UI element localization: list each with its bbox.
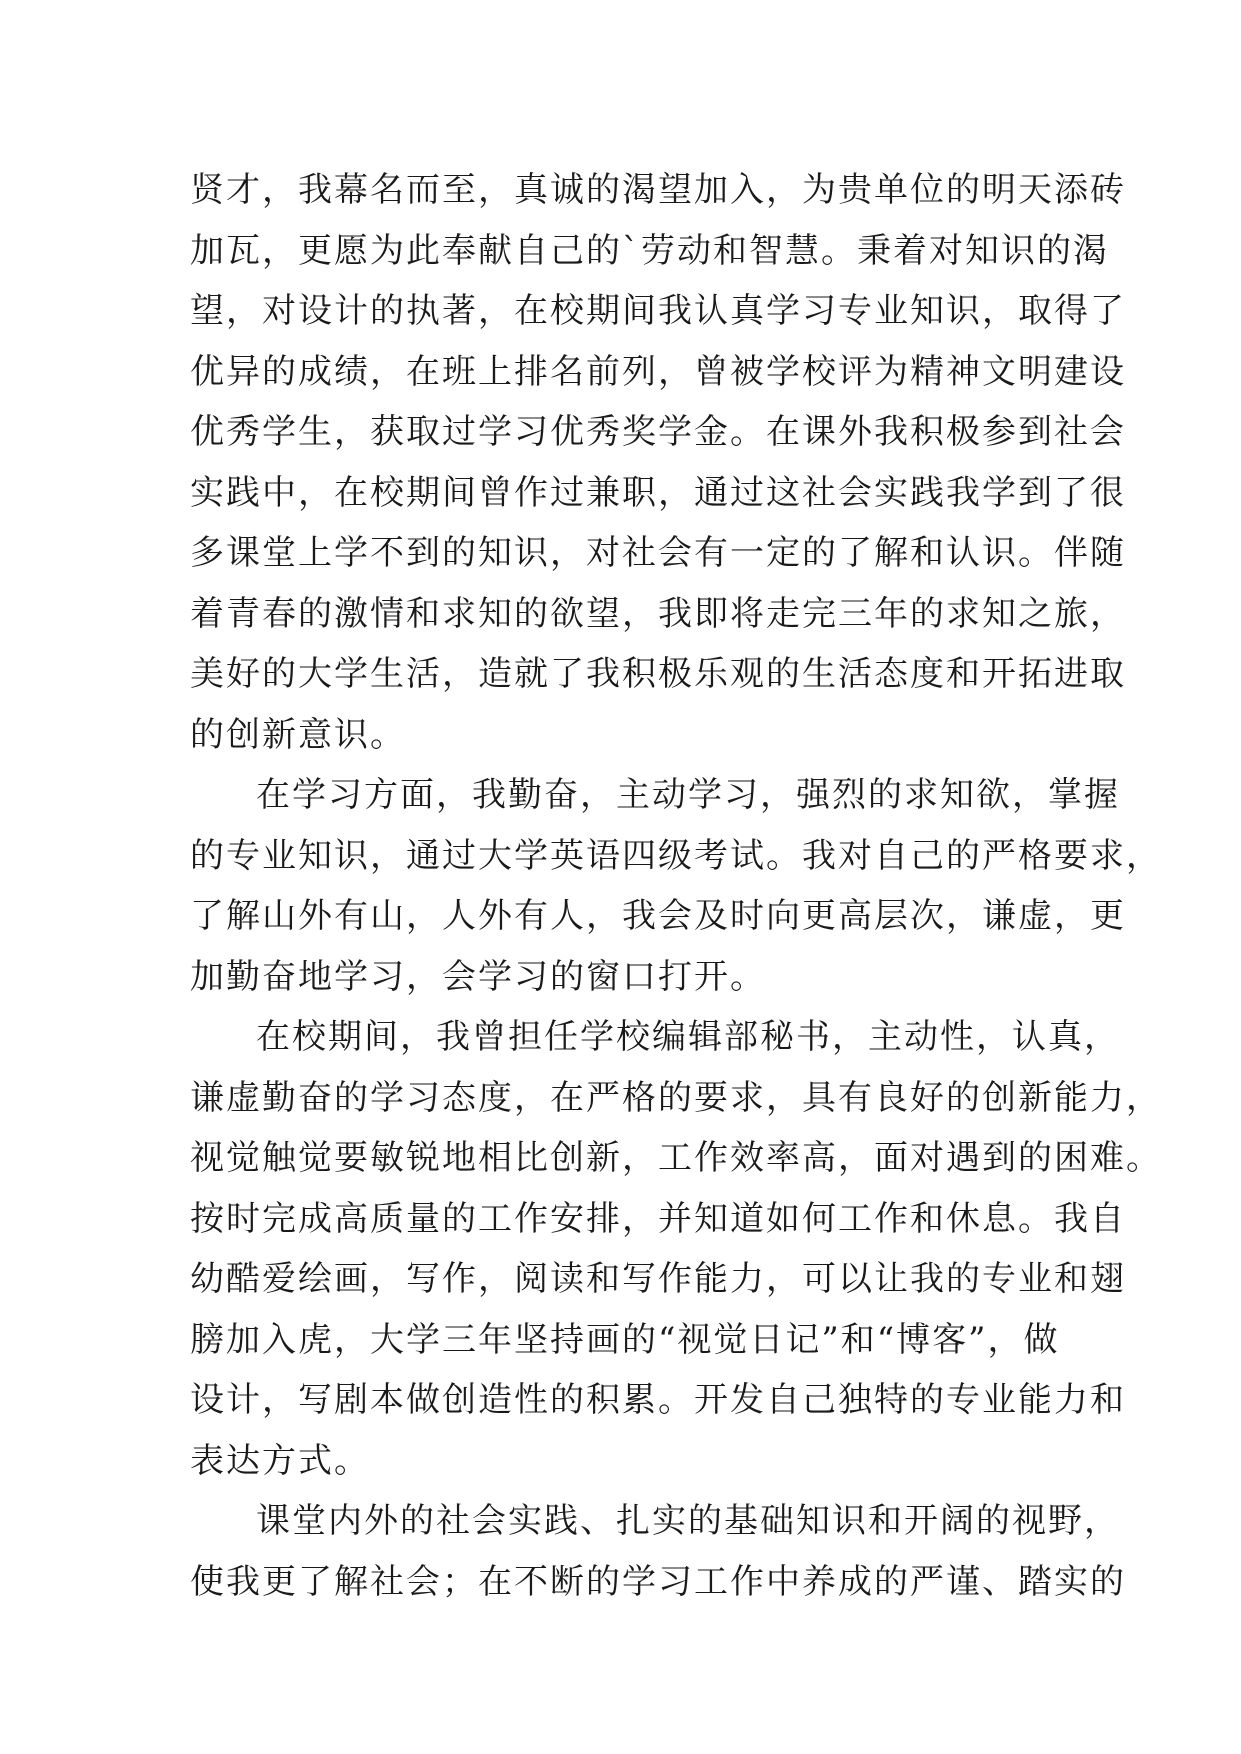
- paragraph-1: [190, 160, 1126, 765]
- text-line: 的创新意识。: [190, 714, 406, 755]
- text-line: 膀加入虎，大学三年坚持画的“视觉日记”和“博客”，做: [190, 1319, 1060, 1360]
- text-line: 设计，写剧本做创造性的积累。开发自己独特的专业能力和: [190, 1380, 1126, 1420]
- text-line: 视觉触觉要敏锐地相比创新，工作效率高，面对遇到的困难。: [190, 1138, 1162, 1178]
- paragraph-4: [190, 1491, 1126, 1612]
- text-line: 美好的大学生活，造就了我积极乐观的生活态度和开拓进取: [190, 654, 1126, 694]
- text-line: 实践中，在校期间曾作过兼职，通过这社会实践我学到了很: [190, 472, 1126, 513]
- text-line: 在校期间，我曾担任学校编辑部秘书，主动性，认真，: [256, 1017, 1120, 1057]
- text-line: 课堂内外的社会实践、扎实的基础知识和开阔的视野，: [256, 1501, 1120, 1541]
- text-line: 谦虚勤奋的学习态度，在严格的要求，具有良好的创新能力，: [190, 1077, 1162, 1118]
- text-line: 使我更了解社会；在不断的学习工作中养成的严谨、踏实的: [190, 1561, 1126, 1602]
- text-line: 优秀学生，获取过学习优秀奖学金。在课外我积极参到社会: [190, 412, 1126, 452]
- text-line: 加瓦，更愿为此奉献自己的`劳动和智慧。秉着对知识的渴: [190, 230, 1109, 271]
- text-line: 了解山外有山，人外有人，我会及时向更高层次，谦虚，更: [190, 896, 1126, 936]
- text-line: 幼酷爱绘画，写作，阅读和写作能力，可以让我的专业和翅: [190, 1259, 1126, 1299]
- text-line: 按时完成高质量的工作安排，并知道如何工作和休息。我自: [190, 1198, 1126, 1239]
- text-line: 优异的成绩，在班上排名前列，曾被学校评为精神文明建设: [190, 351, 1126, 392]
- paragraph-3: [190, 1007, 1162, 1491]
- text-line: 表达方式。: [190, 1440, 370, 1481]
- document-body: [190, 160, 1162, 1612]
- text-line: 在学习方面，我勤奋，主动学习，强烈的求知欲，掌握: [256, 775, 1120, 815]
- text-line: 着青春的激情和求知的欲望，我即将走完三年的求知之旅，: [190, 593, 1126, 634]
- text-line: 的专业知识，通过大学英语四级考试。我对自己的严格要求，: [190, 835, 1162, 876]
- text-line: 贤才，我幕名而至，真诚的渴望加入，为贵单位的明天添砖: [190, 170, 1126, 210]
- text-line: 望，对设计的执著，在校期间我认真学习专业知识，取得了: [190, 291, 1126, 331]
- text-line: 多课堂上学不到的知识，对社会有一定的了解和认识。伴随: [190, 533, 1126, 573]
- text-line: 加勤奋地学习，会学习的窗口打开。: [190, 956, 766, 997]
- paragraph-2: [190, 765, 1162, 1007]
